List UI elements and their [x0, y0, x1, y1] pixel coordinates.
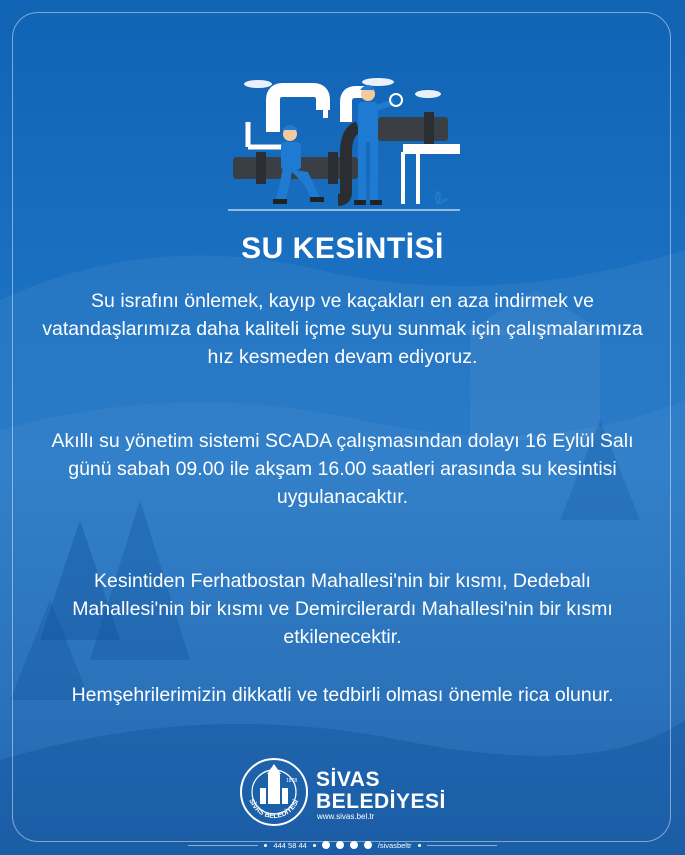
- municipality-logo: [238, 756, 458, 826]
- municipality-seal-icon: [238, 756, 310, 828]
- footer-bar: [0, 838, 685, 852]
- facebook-icon[interactable]: [322, 841, 330, 849]
- footer-dot: [313, 844, 316, 847]
- brand-name-line2: BELEDİYESİ: [316, 790, 446, 813]
- footer-divider-right: [427, 845, 497, 846]
- instagram-icon[interactable]: [350, 841, 358, 849]
- footer-dot: [264, 844, 267, 847]
- seal-text: SİVAS BELEDİYESİ: [247, 798, 301, 821]
- plumbers-pipeline-illustration: [228, 72, 460, 217]
- footer-dot: [418, 844, 421, 847]
- youtube-icon[interactable]: [364, 841, 372, 849]
- social-handle[interactable]: /sivasbeltr: [377, 840, 412, 850]
- seal-year: 1878: [286, 778, 298, 784]
- footer-divider-left: [188, 845, 258, 846]
- brand-name-line1: SİVAS: [316, 768, 380, 791]
- plant-icon: [436, 192, 448, 204]
- paragraph-intro: Su israfını önlemek, kayıp ve kaçakları en aza indirmek ve vatandaşlarımıza daha kaliteli içme suyu sunmak için çalışmalarımıza hız kesmeden devam ediyoruz.: [42, 290, 643, 368]
- brand-website[interactable]: www.sivas.bel.tr: [317, 812, 375, 821]
- page-title: SU KESİNTİSİ: [241, 232, 444, 265]
- paragraph-outage-details: Akıllı su yönetim sistemi SCADA çalışmasından dolayı 16 Eylül Salı günü sabah 09.00 ile akşam 16.00 saatleri arasında su kesintisi uygulanacaktır.: [51, 430, 634, 508]
- paragraph-closing: Hemşehrilerimizin dikkatli ve tedbirli olması önemle rica olunur.: [71, 684, 614, 706]
- x-icon[interactable]: [336, 841, 344, 849]
- phone-number[interactable]: 444 58 44: [273, 840, 307, 850]
- paragraph-affected-areas: Kesintiden Ferhatbostan Mahallesi'nin bir kısmı, Dedebalı Mahallesi'nin bir kısmı ve Demircilerardı Mahallesi'nin bir kısmı etkilenecektir.: [72, 570, 613, 648]
